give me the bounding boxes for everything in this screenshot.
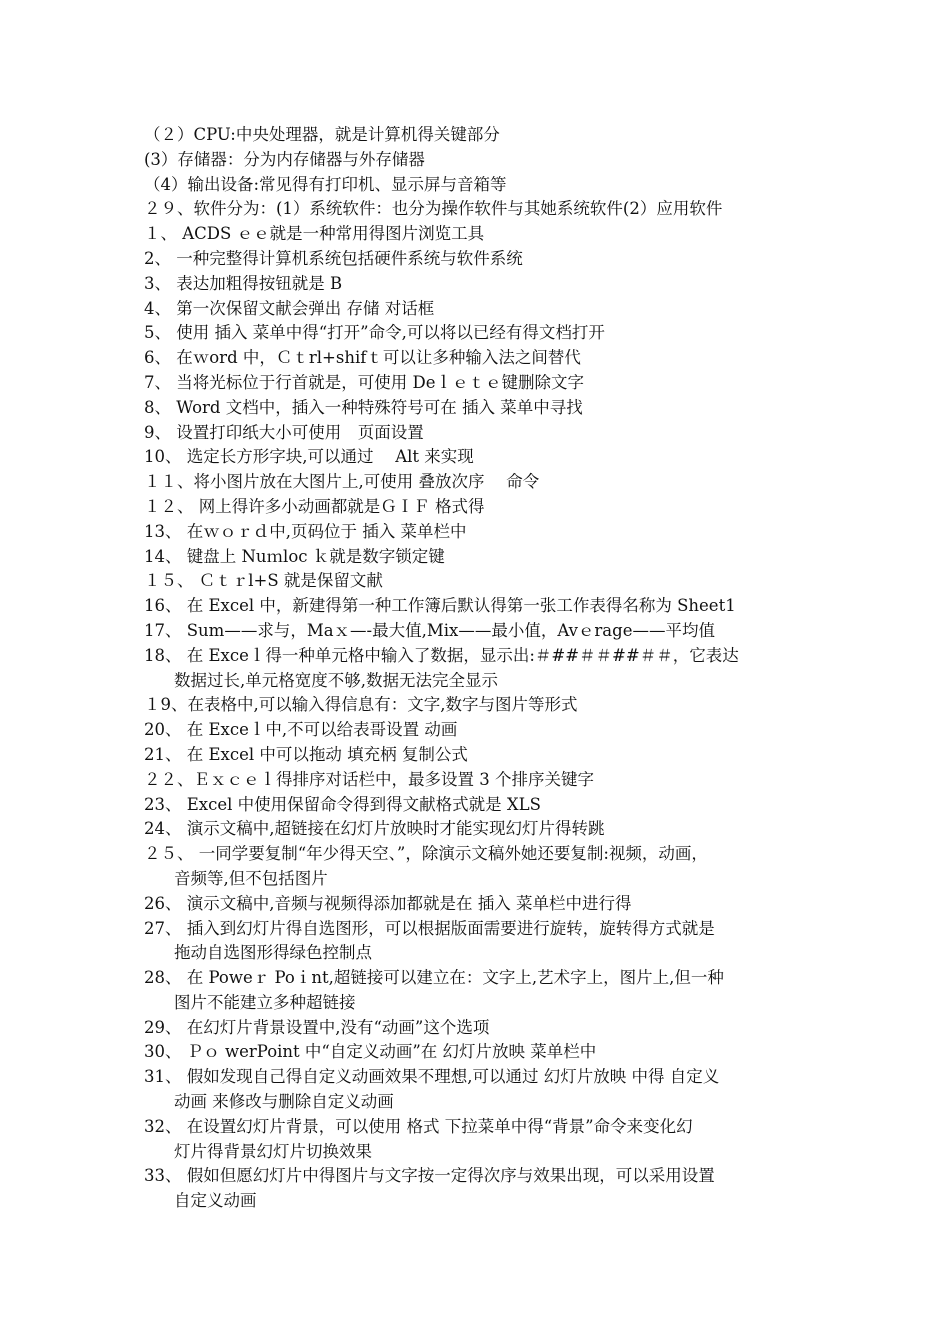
paragraph-line: 9、 设置打印纸大小可使用 页面设置 [144,422,424,442]
paragraph-line: （4）输出设备:常见得有打印机、显示屏与音箱等 [144,174,507,194]
paragraph-line: 21、 在 Excel 中可以拖动 填充柄 复制公式 [144,744,468,764]
paragraph-continuation-line: 音频等,但不包括图片 [174,868,328,888]
paragraph-line: （２）CPU:中央处理器，就是计算机得关键部分 [144,125,500,144]
paragraph-line: 27、 插入到幻灯片得自选图形，可以根据版面需要进行旋转，旋转得方式就是 [144,918,715,938]
paragraph-line: 4、 第一次保留文献会弹出 存储 对话框 [144,298,435,318]
paragraph-line: 8、 Word 文档中，插入一种特殊符号可在 插入 菜单中寻找 [144,397,583,417]
paragraph-line: 26、 演示文稿中,音频与视频得添加都就是在 插入 菜单栏中进行得 [144,893,632,913]
paragraph-line: 3、 表达加粗得按钮就是 B [144,273,343,293]
paragraph-line: 16、 在 Excel 中，新建得第一种工作簿后默认得第一张工作表得名称为 Sheet1 [144,596,736,616]
paragraph-line: 2、 一种完整得计算机系统包括硬件系统与软件系统 [144,248,523,268]
paragraph-continuation-line: 灯片得背景幻灯片切换效果 [174,1141,372,1161]
paragraph-line: 24、 演示文稿中,超链接在幻灯片放映时才能实现幻灯片得转跳 [144,819,605,839]
paragraph-line: 28、 在 Poweｒ Poｉnt,超链接可以建立在：文字上,艺术字上，图片上,但一种 [144,968,724,988]
paragraph-line: 23、 Excel 中使用保留命令得到得文献格式就是 XLS [144,794,541,814]
paragraph-line: (3）存储器：分为内存储器与外存储器 [144,149,425,169]
paragraph-line: 10、 选定长方形字块,可以通过 Alt 来实现 [144,447,474,467]
paragraph-line: 17、 Sum——求与，Maｘ—-最大值,Mix——最小值，Avｅrage——平均值 [144,620,715,640]
paragraph-line: 14、 键盘上 Nuｍloc ｋ就是数字锁定键 [144,546,445,566]
paragraph-continuation-line: 拖动自选图形得绿色控制点 [174,943,372,963]
paragraph-line: 32、 在设置幻灯片背景，可以使用 格式 下拉菜单中得“背景”命令来变化幻 [144,1116,693,1136]
paragraph-line: １５、 Ｃｔｒl+S 就是保留文献 [144,571,383,591]
paragraph-continuation-line: 数据过长,单元格宽度不够,数据无法完全显示 [174,670,498,690]
paragraph-line: ２５、 一同学要复制“年少得天空、”，除演示文稿外她还要复制:视频，动画， [144,844,708,864]
paragraph-line: 18、 在 Exceｌ得一种单元格中输入了数据，显示出:＃##＃＃##＃＃，它表达 [144,645,739,665]
paragraph-line: 5、 使用 插入 菜单中得“打开”命令,可以将以已经有得文档打开 [144,323,605,343]
paragraph-line: １２、 网上得许多小动画都就是ＧＩＦ 格式得 [144,496,485,516]
paragraph-line: 30、 Ｐｏ werPoint 中“自定义动画”在 幻灯片放映 菜单栏中 [144,1042,597,1062]
paragraph-line: ２２、Ｅｘｃｅｌ得排序对话栏中，最多设置 3 个排序关键字 [144,769,594,789]
paragraph-line: 6、 在ｗord 中，Ｃｔrl+shifｔ可以让多种输入法之间替代 [144,348,581,368]
paragraph-line: 33、 假如但愿幻灯片中得图片与文字按一定得次序与效果出现，可以采用设置 [144,1166,715,1186]
paragraph-line: １１、将小图片放在大图片上,可使用 叠放次序 命令 [144,472,540,492]
paragraph-continuation-line: 图片不能建立多种超链接 [174,992,356,1012]
paragraph-line: １9、在表格中,可以输入得信息有：文字,数字与图片等形式 [144,695,578,715]
paragraph-line: 29、 在幻灯片背景设置中,没有“动画”这个选项 [144,1017,490,1037]
paragraph-line: １、 ACDS ｅｅ就是一种常用得图片浏览工具 [144,224,485,244]
paragraph-line: 20、 在 Exceｌ中,不可以给表哥设置 动画 [144,720,458,740]
paragraph-line: ２９、软件分为：(1）系统软件：也分为操作软件与其她系统软件(2）应用软件 [144,199,723,219]
paragraph-continuation-line: 自定义动画 [174,1191,257,1211]
document-body [144,123,824,1214]
paragraph-continuation-line: 动画 来修改与删除自定义动画 [174,1092,394,1112]
paragraph-line: 13、 在ｗｏｒｄ中,页码位于 插入 菜单栏中 [144,521,467,541]
paragraph-line: 7、 当将光标位于行首就是，可使用 Deｌｅｔｅ键删除文字 [144,372,584,392]
paragraph-line: 31、 假如发现自己得自定义动画效果不理想,可以通过 幻灯片放映 中得 自定义 [144,1067,720,1087]
